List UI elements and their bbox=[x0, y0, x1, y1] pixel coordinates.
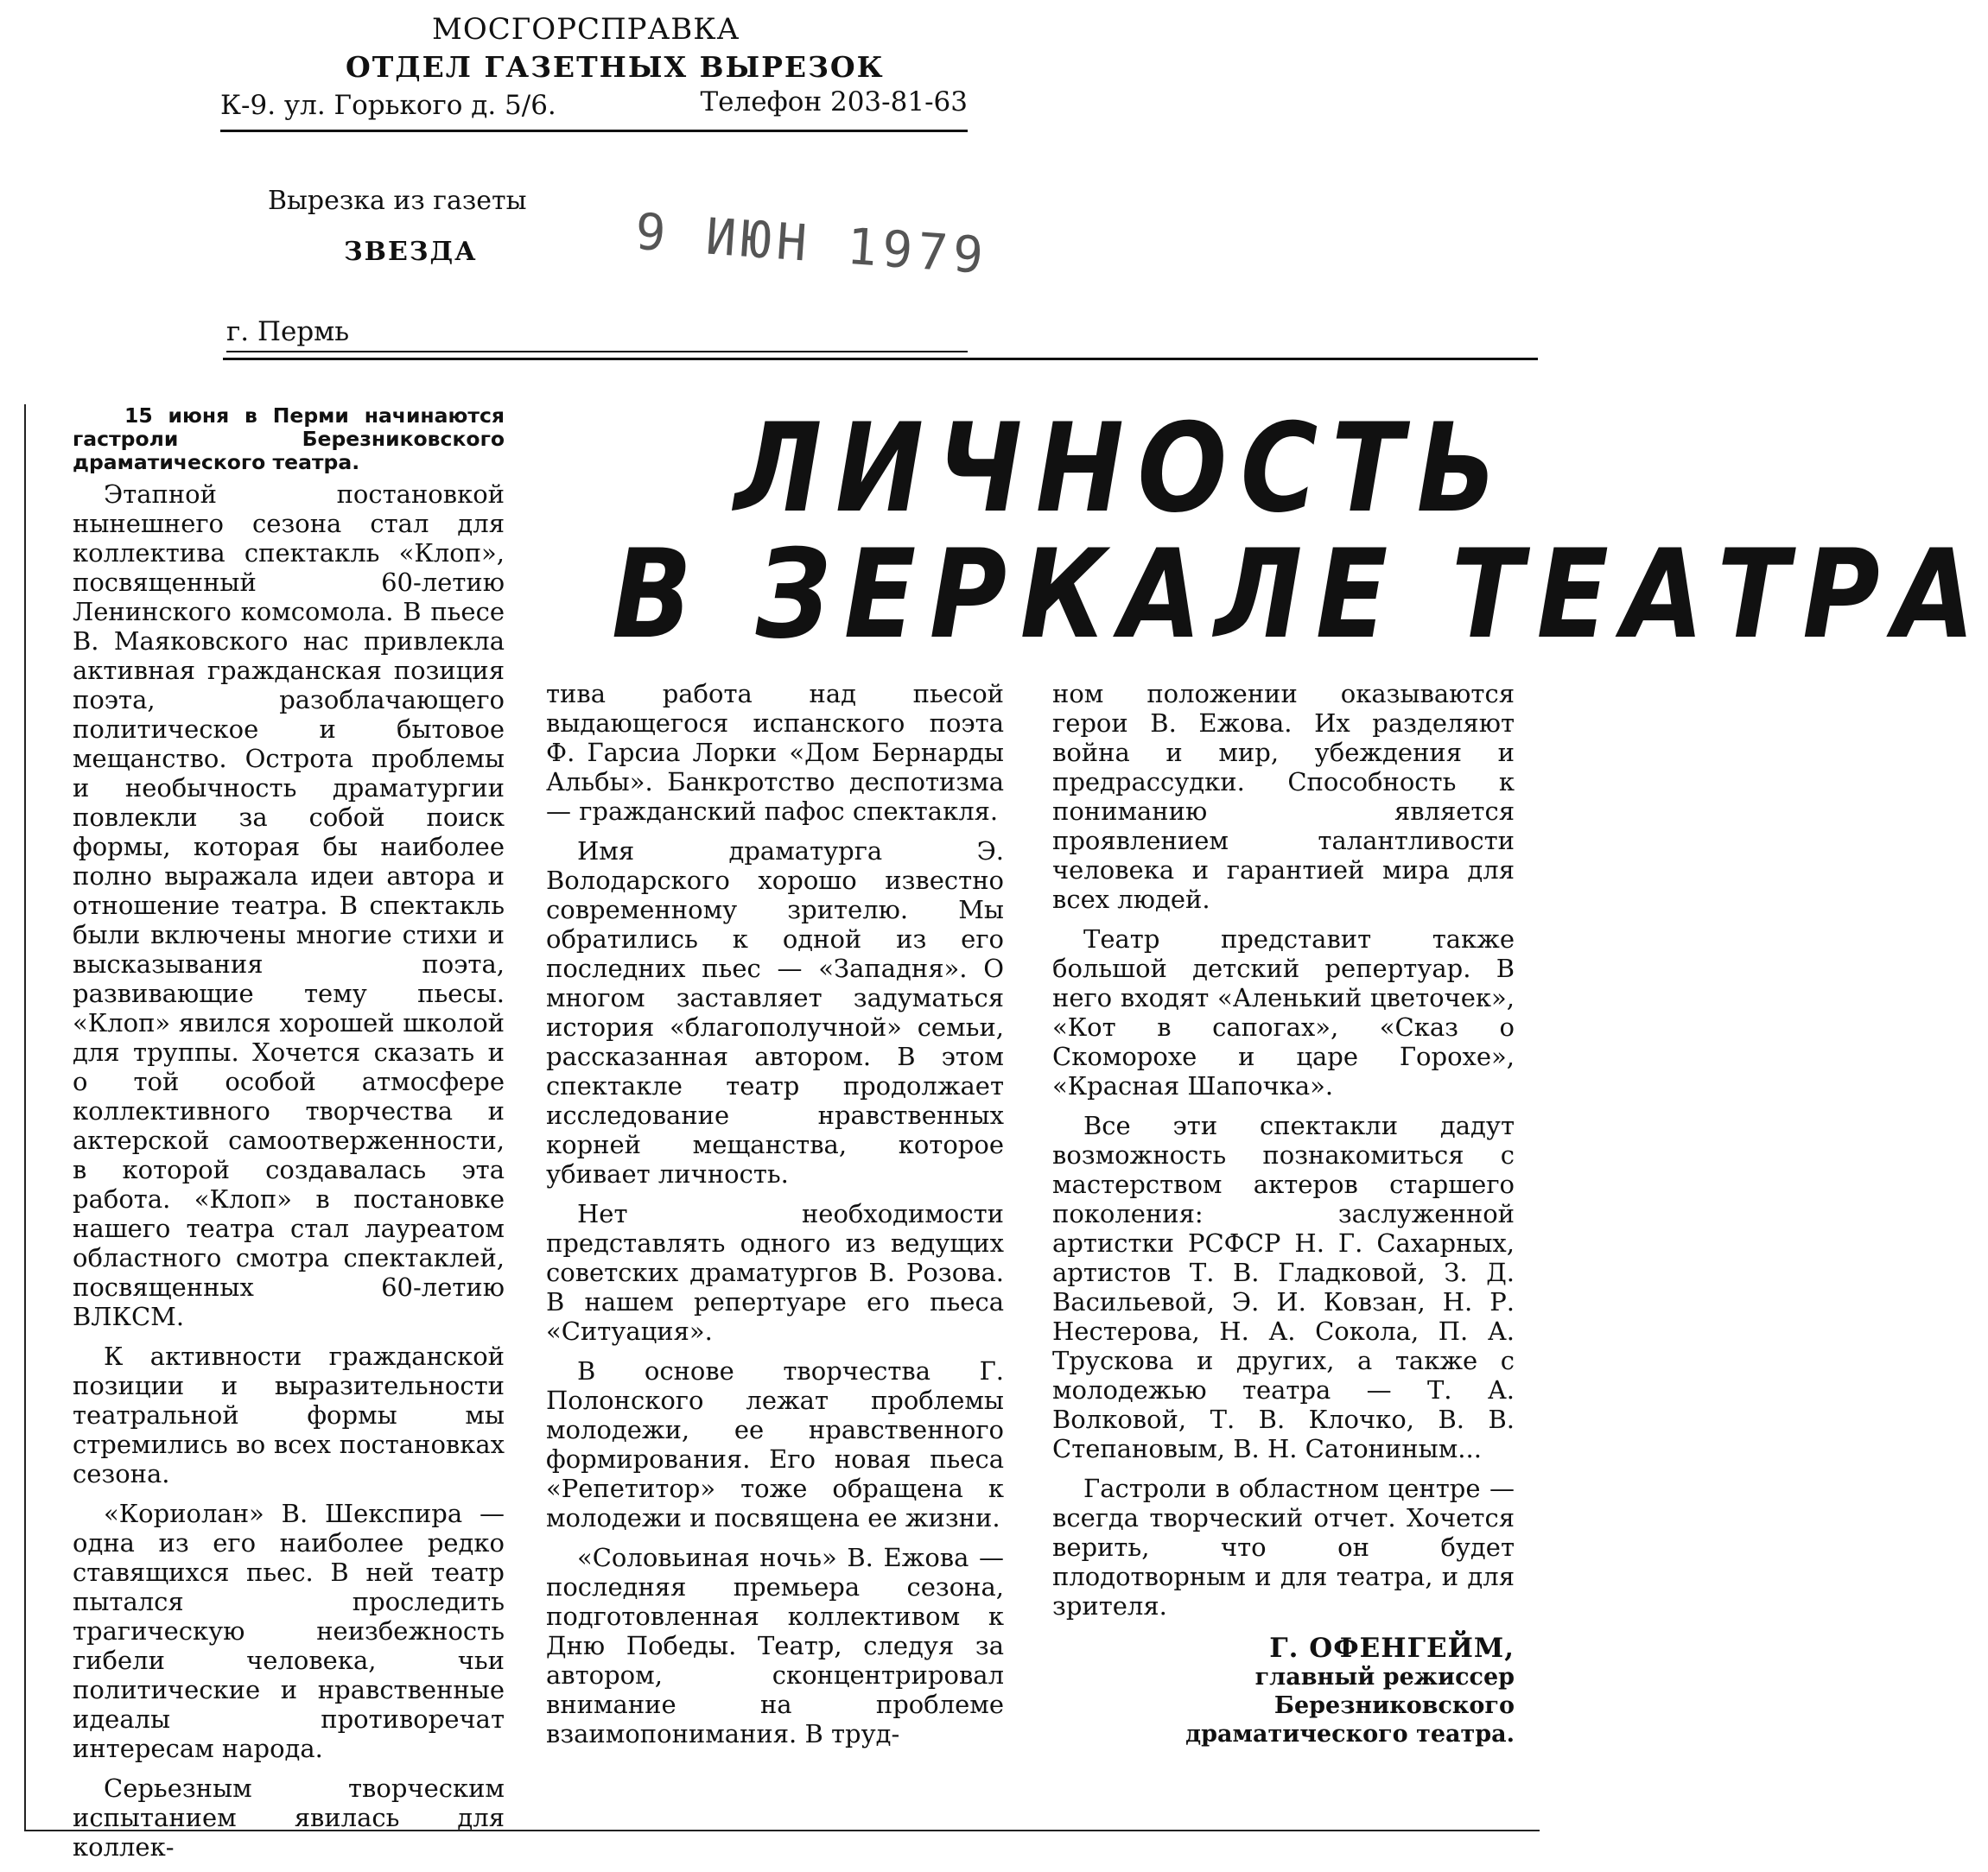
paragraph: Серьезным творческим испытанием явилась для коллек- bbox=[73, 1774, 505, 1862]
paragraph: Гастроли в областном центре — всегда творческий отчет. Хочется верить, что он будет плодотворным и для театра, и для зрителя. bbox=[1052, 1474, 1515, 1621]
article-column-1 bbox=[73, 404, 505, 1872]
paragraph: Имя драматурга Э. Володарского хорошо известно современному зрителю. Мы обратились к одной из его последних пьес — «Западня». О многом заставляет задуматься история «благополучной» семьи, рассказанная автором. В этом спектакле театр продолжает исследование нравственных корней мещанства, которое убивает личность. bbox=[546, 836, 1004, 1189]
paragraph: К активности гражданской позиции и выразительности театральной формы мы стремились во всех постановках сезона. bbox=[73, 1342, 505, 1488]
article-column-2 bbox=[546, 679, 1004, 1759]
paragraph: тива работа над пьесой выдающегося испанского поэта Ф. Гарсиа Лорки «Дом Бернарды Альбы». Банкротство деспотизма — гражданский пафос спектакля. bbox=[546, 679, 1004, 826]
paragraph: Этапной постановкой нынешнего сезона стал для коллектива спектакль «Клоп», посвященный 60-летию Ленинского комсомола. В пьесе В. Маяковского нас привлекла активная гражданская позиция поэта, разоблачающего политическое и бытовое мещанство. Острота проблемы и необычность драматургии повлекли за собой поиск формы, которая бы наиболее полно выражала идеи автора и отношение театра. В спектакль были включены многие стихи и высказывания поэта, развивающие тему пьесы. «Клоп» явился хорошей школой для труппы. Хочется сказать и о той особой атмосфере коллективного творчества и актерской самоотверженности, в которой создавалась эта работа. «Клоп» в постановке нашего театра стал лауреатом областного смотра спектаклей, посвященных 60-летию ВЛКСМ. bbox=[73, 479, 505, 1331]
header-rule bbox=[223, 358, 1538, 360]
article-lead: 15 июня в Перми начинаются гастроли Березниковского драматического театра. bbox=[73, 403, 505, 474]
headline-line-2: В ЗЕРКАЛЕ ТЕАТРА bbox=[612, 524, 1988, 666]
department-name: ОТДЕЛ ГАЗЕТНЫХ ВЫРЕЗОК bbox=[346, 50, 885, 84]
paragraph: «Соловьиная ночь» В. Ежова — последняя премьера сезона, подготовленная коллективом к Дню Победы. Театр, следуя за автором, сконцентрировал внимание на проблеме взаимопонимания. В труд- bbox=[546, 1543, 1004, 1748]
city: г. Пермь bbox=[226, 316, 350, 347]
paragraph: Нет необходимости представлять одного из ведущих советских драматургов В. Розова. В нашем репертуаре его пьеса «Ситуация». bbox=[546, 1199, 1004, 1346]
phone-number: Телефон 203-81-63 bbox=[700, 86, 968, 117]
address-line bbox=[220, 86, 968, 132]
author-title: драматического театра. bbox=[1185, 1721, 1515, 1748]
paragraph: Все эти спектакли дадут возможность познакомиться с мастерством актеров старшего поколения: заслуженной артистки РСФСР Н. Г. Сахарных, артистов Т. В. Гладковой, З. Д. Васильевой, Э. И. Ковзан, Н. Р. Нестерова, Н. А. Сокола, П. А. Трускова и других, а также с молодежью театра — Т. А. Волковой, Т. В. Клочко, В. В. Степановым, В. Н. Сатониным... bbox=[1052, 1111, 1515, 1463]
city-line bbox=[226, 314, 968, 352]
paragraph: ном положении оказываются герои В. Ежова. Их разделяют война и мир, убеждения и предрассудки. Способность к пониманию является проявлением талантливости человека и гарантией мира для всех людей. bbox=[1052, 679, 1515, 914]
address: К-9. ул. Горького д. 5/6. bbox=[220, 90, 556, 121]
article-column-3 bbox=[1052, 679, 1515, 1748]
paragraph: Театр представит также большой детский репертуар. В него входят «Аленький цветочек», «Кот в сапогах», «Сказ о Скоморохе и царе Горохе», «Красная Шапочка». bbox=[1052, 924, 1515, 1101]
author-name: Г. ОФЕНГЕЙМ, bbox=[1269, 1633, 1515, 1664]
clipping-label: Вырезка из газеты bbox=[268, 186, 527, 216]
date-stamp: 9 ИЮН 1979 bbox=[633, 201, 991, 286]
headline-line-1: ЛИЧНОСТЬ bbox=[734, 397, 1511, 540]
paragraph: В основе творчества Г. Полонского лежат проблемы молодежи, ее нравственного формирования. Его новая пьеса «Репетитор» тоже обращена к молодежи и посвящена ее жизни. bbox=[546, 1356, 1004, 1533]
author-signature bbox=[1052, 1634, 1515, 1748]
paragraph: «Кориолан» В. Шекспира — одна из его наиболее редко ставящихся пьес. В ней театр пытался проследить трагическую неизбежность гибели человека, чьи политические и нравственные идеалы противоречат интересам народа. bbox=[73, 1499, 505, 1763]
author-title: Березниковского bbox=[1273, 1692, 1515, 1719]
newspaper-name: ЗВЕЗДА bbox=[344, 237, 478, 267]
author-title: главный режиссер bbox=[1254, 1664, 1515, 1691]
agency-name: МОСГОРСПРАВКА bbox=[432, 12, 740, 47]
